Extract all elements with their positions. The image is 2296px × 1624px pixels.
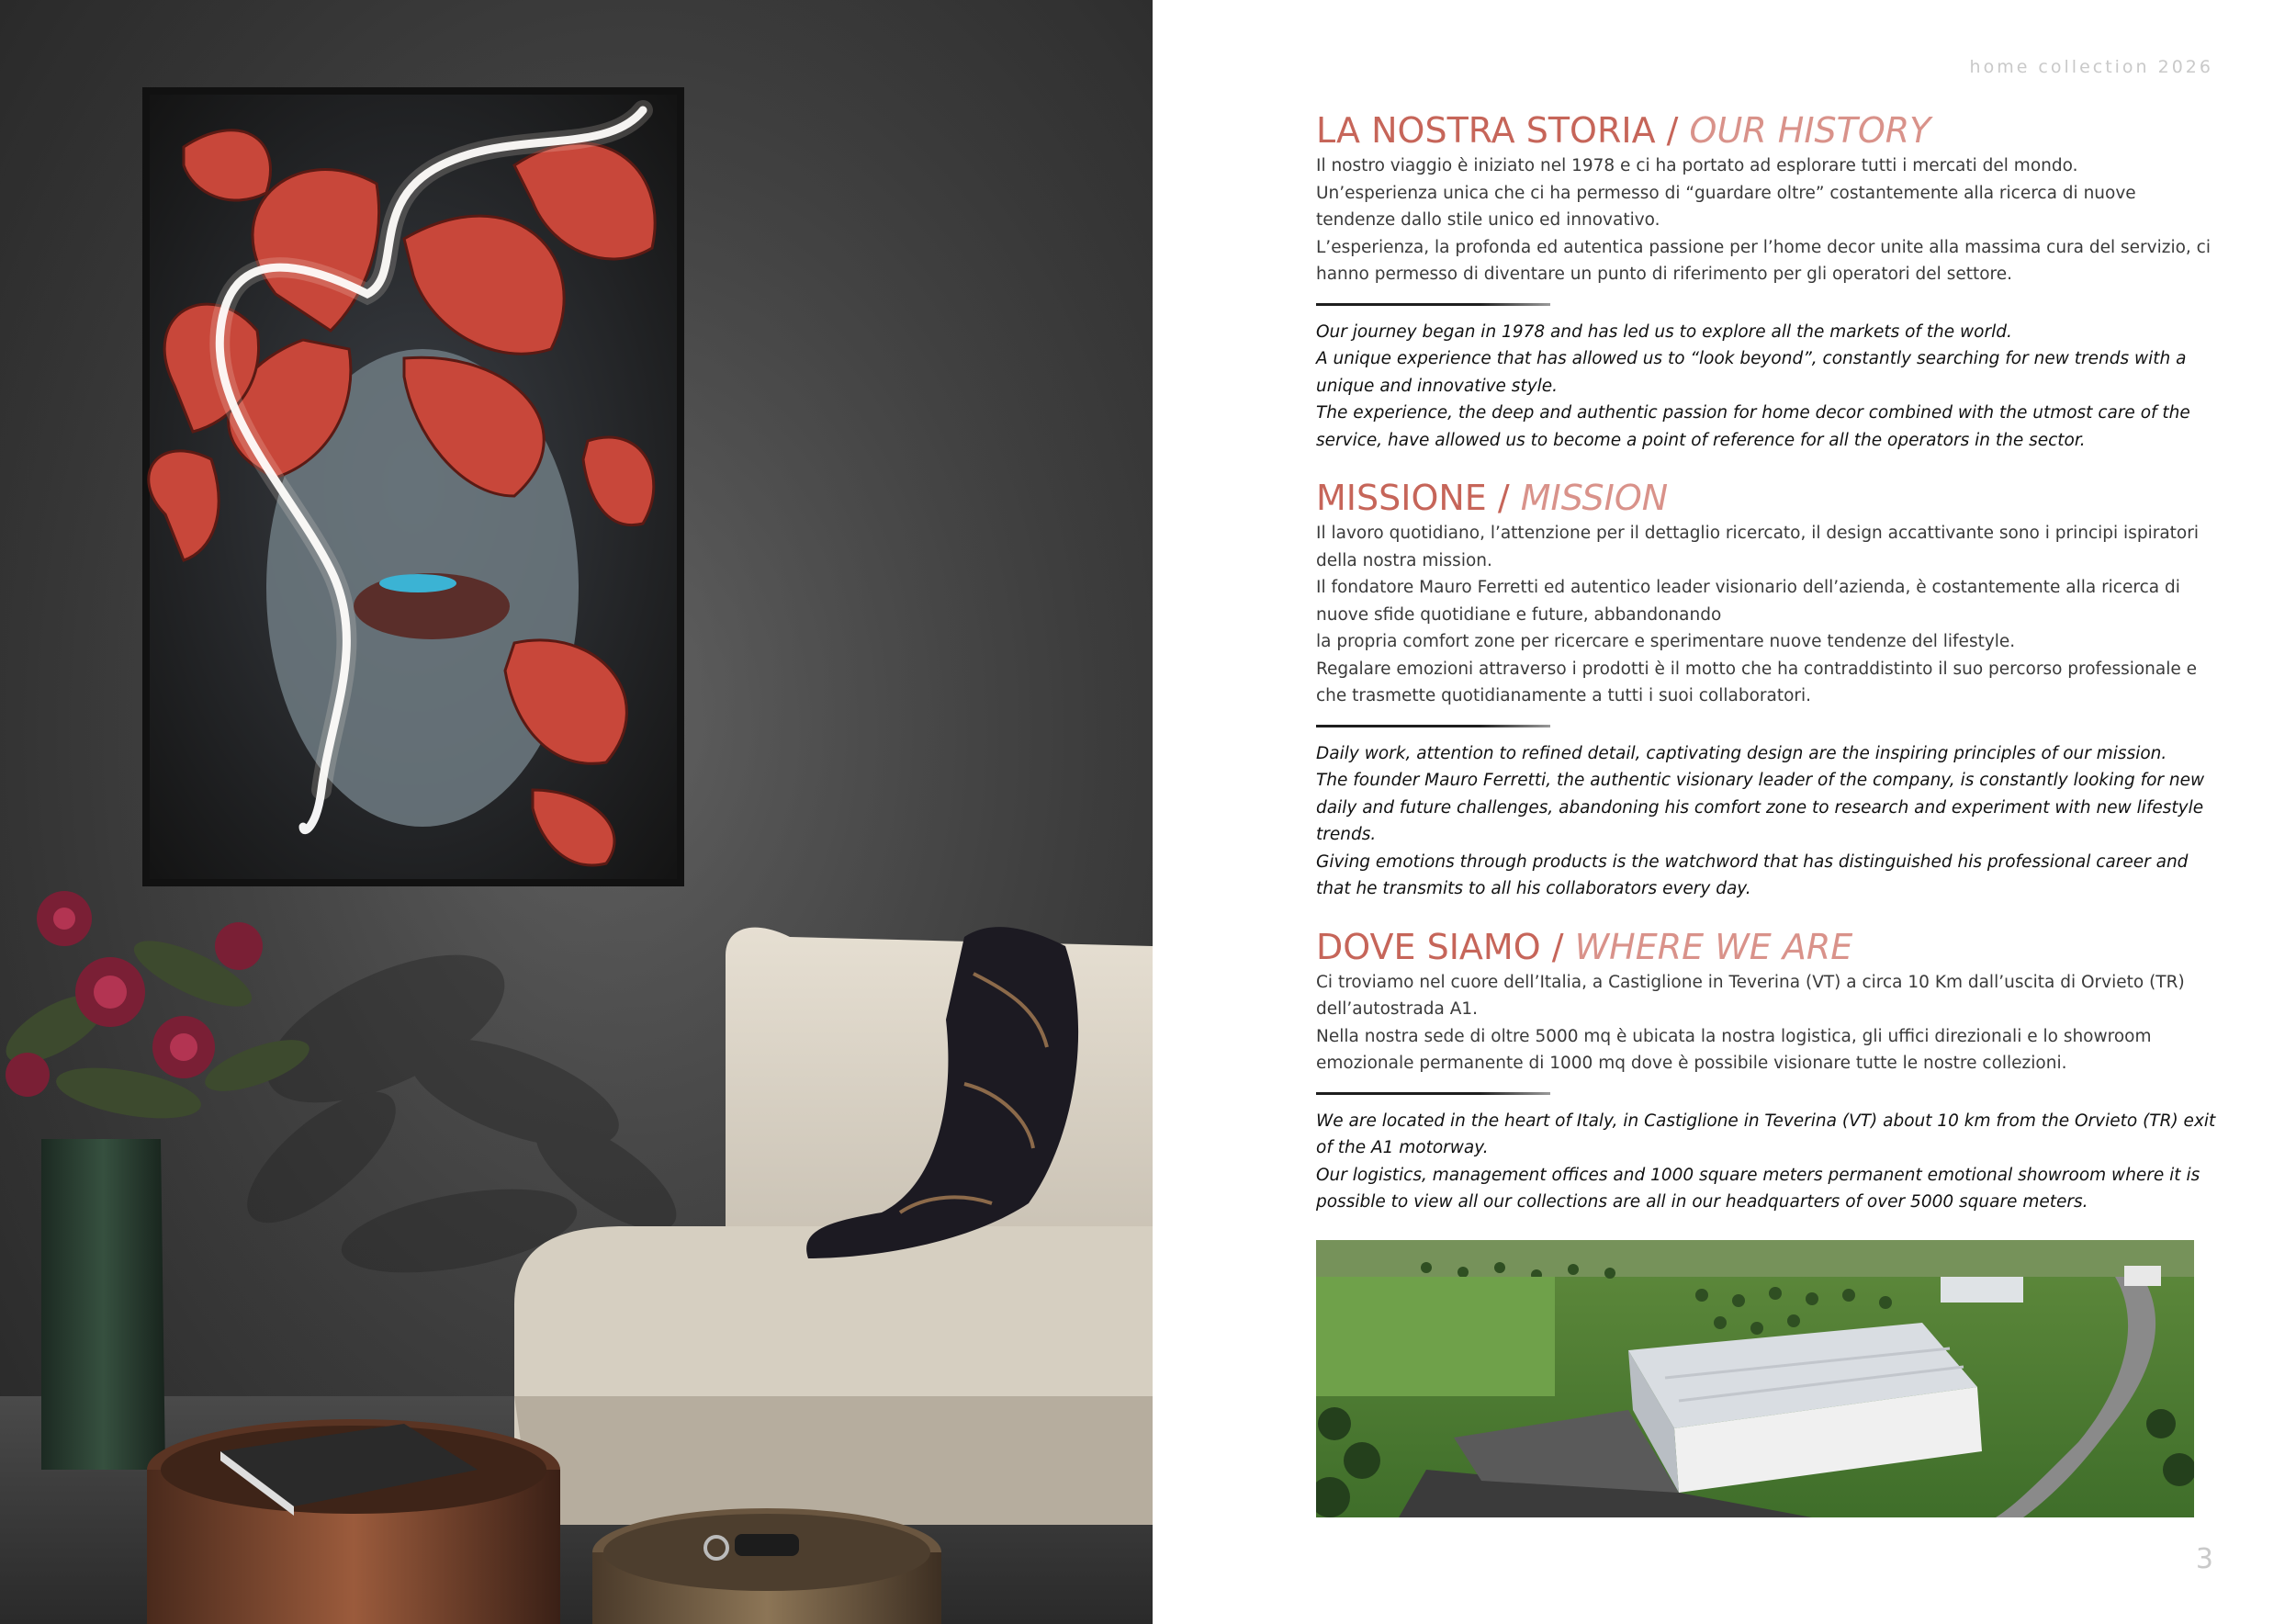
title-separator: /	[1540, 926, 1575, 967]
paragraph: la propria comfort zone per ricercare e sperimentare nuove tendenze del lifestyle.	[1316, 632, 2016, 651]
divider	[1316, 1092, 1550, 1095]
text-italian	[1316, 152, 2216, 288]
content-column	[1316, 108, 2216, 1517]
aerial-photo-art	[1316, 1240, 2194, 1517]
text-english	[1316, 319, 2216, 455]
title-en: OUR HISTORY	[1689, 110, 1931, 151]
paragraph: The founder Mauro Ferretti, the authentic visionary leader of the company, is constantly looking for new daily and future challenges, abandoning his comfort zone to research and experiment with new lifestyle trends.	[1316, 771, 2205, 844]
paragraph: Giving emotions through products is the watchword that has distinguished his professional career and that he transmits to all his collaborators every day.	[1316, 851, 2189, 898]
text-page	[1153, 0, 2296, 1624]
section-history	[1316, 108, 2216, 454]
section-title	[1316, 925, 2216, 969]
paragraph: A unique experience that has allowed us to “look beyond”, constantly searching for new trends with a unique and innovative style.	[1316, 349, 2187, 396]
text-italian	[1316, 969, 2216, 1077]
paragraph: Ci troviamo nel cuore dell’Italia, a Castiglione in Teverina (VT) a circa 10 Km dall’uscita di Orvieto (TR) dell’autostrada A1.	[1316, 972, 2185, 1019]
paragraph: Un’esperienza unica che ci ha permesso di “guardare oltre” costantemente alla ricerca di nuove tendenze dallo stile unico ed innovativo.	[1316, 183, 2136, 230]
paragraph: L’esperienza, la profonda ed autentica passione per l’home decor unite alla massima cura del servizio, ci hanno permesso di diventare un punto di riferimento per gli operatori del settore.	[1316, 237, 2211, 284]
title-separator: /	[1486, 478, 1521, 518]
paragraph: The experience, the deep and authentic passion for home decor combined with the utmost care of the service, have allowed us to become a point of reference for all the operators in the sector.	[1316, 403, 2190, 450]
title-en: MISSION	[1520, 478, 1669, 518]
paragraph: Nella nostra sede di oltre 5000 mq è ubicata la nostra logistica, gli uffici direzionali e lo showroom emozionale permanente di 1000 mq dove è possibile visionare tutte le nostre collezioni.	[1316, 1026, 2152, 1073]
divider	[1316, 303, 1550, 306]
section-where-we-are	[1316, 925, 2216, 1517]
page-number: 3	[2195, 1543, 2213, 1575]
title-it: DOVE SIAMO	[1316, 926, 1541, 967]
paragraph: Daily work, attention to refined detail, captivating design are the inspiring principles of our mission.	[1316, 743, 2167, 763]
title-separator: /	[1655, 110, 1690, 151]
paragraph: Regalare emozioni attraverso i prodotti è il motto che ha contraddistinto il suo percorso professionale e che trasmette quotidianamente a tutti i suoi collaboratori.	[1316, 659, 2198, 705]
paragraph: Our journey began in 1978 and has led us to explore all the markets of the world.	[1316, 321, 2012, 342]
paragraph: Il fondatore Mauro Ferretti ed autentico leader visionario dell’azienda, è costantemente alla ricerca di nuove sfide quotidiane e future, abbandonando	[1316, 578, 2180, 625]
divider	[1316, 725, 1550, 727]
section-mission	[1316, 476, 2216, 903]
title-it: MISSIONE	[1316, 478, 1487, 518]
collection-label: home collection 2026	[1969, 57, 2213, 77]
paragraph: Il lavoro quotidiano, l’attenzione per il dettaglio ricercato, il design accattivante sono i principi ispiratori della nostra mission.	[1316, 524, 2199, 570]
paragraph: We are located in the heart of Italy, in Castiglione in Teverina (VT) about 10 km from the Orvieto (TR) exit of the A1 motorway.	[1316, 1111, 2216, 1157]
title-en: WHERE WE ARE	[1574, 926, 1853, 967]
headquarters-aerial-photo	[1316, 1240, 2194, 1517]
text-english	[1316, 1108, 2216, 1216]
paragraph: Our logistics, management offices and 1000 square meters permanent emotional showroom where it is possible to view all our collections are all in our headquarters of over 5000 square meters.	[1316, 1165, 2200, 1212]
section-title	[1316, 108, 2216, 152]
section-title	[1316, 476, 2216, 520]
title-it: LA NOSTRA STORIA	[1316, 110, 1656, 151]
text-english	[1316, 740, 2216, 903]
paragraph: Il nostro viaggio è iniziato nel 1978 e ci ha portato ad esplorare tutti i mercati del mondo.	[1316, 156, 2078, 175]
text-italian	[1316, 520, 2216, 710]
